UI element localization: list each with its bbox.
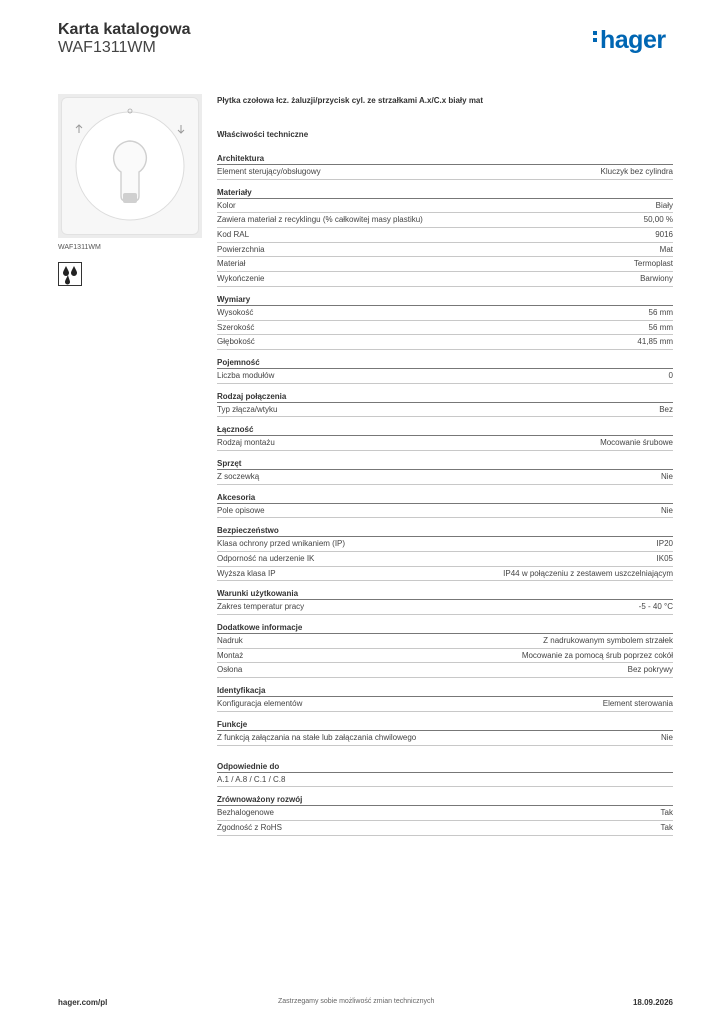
spec-row [217, 403, 673, 418]
spec-label: Montaż [217, 650, 244, 660]
spec-value: Mat [659, 244, 673, 254]
spec-section [217, 459, 673, 485]
spec-value: Kluczyk bez cylindra [600, 167, 673, 176]
spec-label: Odporność na uderzenie IK [217, 554, 315, 563]
spec-row [217, 243, 673, 258]
section-title: Rodzaj połączenia [217, 392, 673, 403]
spec-label: Zgodność z RoHS [217, 822, 282, 832]
spec-value: -5 - 40 °C [638, 602, 673, 612]
spec-value: 41,85 mm [637, 337, 673, 347]
wipe-clean-drops-icon [58, 262, 82, 286]
front-plate [61, 97, 199, 235]
spec-label: Element sterujący/obsługowy [217, 167, 321, 176]
spec-label: Typ złącza/wtyku [217, 404, 278, 414]
spec-row [217, 306, 673, 321]
spec-row [217, 199, 673, 214]
spec-section [217, 623, 673, 678]
spec-row [217, 228, 673, 243]
spec-value: Tak [660, 808, 673, 818]
spec-value: IP44 w połączeniu z zestawem uszczelniającym [503, 568, 673, 578]
spec-section [217, 795, 673, 835]
spec-section [217, 154, 673, 180]
spec-section [217, 589, 673, 615]
spec-sections [217, 154, 673, 836]
spec-row [217, 600, 673, 615]
spec-row [217, 335, 673, 350]
spec-value: 0 [668, 370, 673, 380]
spec-label: Wysokość [217, 307, 254, 317]
spec-value: Barwiony [640, 274, 673, 284]
spec-row [217, 649, 673, 664]
spec-label: Z soczewką [217, 471, 260, 481]
spec-value: Element sterowania [602, 699, 673, 709]
spec-label: A.1 / A.8 / C.1 / C.8 [217, 774, 286, 784]
section-title: Łączność [217, 425, 673, 436]
footer-date: 18.09.2026 [632, 998, 673, 1007]
spec-label: Zawiera materiał z recyklingu (% całkowitej masy plastiku) [217, 215, 423, 225]
spec-label: Liczba modułów [217, 370, 275, 380]
footer-disclaimer: Zastrzegamy sobie możliwość zmian technicznych [278, 998, 435, 1005]
spec-row [217, 257, 673, 272]
product-code: WAF1311WM [58, 39, 156, 56]
spec-row [217, 773, 673, 788]
spec-label: Głębokość [217, 337, 255, 347]
section-title: Warunki użytkowania [217, 589, 673, 600]
section-title: Sprzęt [217, 459, 673, 470]
spec-value: Bez pokrywy [627, 665, 673, 675]
spec-label: Pole opisowe [217, 505, 265, 515]
specification-panel [217, 96, 673, 844]
spec-section [217, 425, 673, 451]
logo-colon-icon [593, 31, 598, 45]
spec-value: Nie [660, 505, 673, 515]
spec-row [217, 369, 673, 384]
spec-section [217, 493, 673, 519]
properties-heading: Właściwości techniczne [217, 130, 309, 139]
spec-label: Kolor [217, 200, 236, 210]
footer-website: hager.com/pl [58, 998, 108, 1007]
spec-value: IK05 [656, 554, 673, 563]
spec-row [217, 213, 673, 228]
section-title: Odpowiednie do [217, 762, 673, 773]
spec-value: Bez [659, 404, 673, 414]
section-title: Materiały [217, 188, 673, 199]
section-title: Funkcje [217, 720, 673, 731]
spec-value: Mocowanie śrubowe [600, 438, 673, 448]
spec-label: Powierzchnia [217, 244, 265, 254]
spec-value: 56 mm [648, 307, 673, 317]
spec-value: Mocowanie za pomocą śrub poprzez cokół [521, 650, 673, 660]
key-switch-plate-drawing [61, 97, 199, 235]
spec-section [217, 762, 673, 788]
spec-row [217, 272, 673, 287]
section-title: Dodatkowe informacje [217, 623, 673, 634]
spec-value: 56 mm [648, 322, 673, 332]
spec-section [217, 720, 673, 746]
spec-row [217, 470, 673, 485]
spec-label: Rodzaj montażu [217, 438, 275, 448]
spec-value: Biały [655, 200, 673, 210]
spec-label: Wykończenie [217, 274, 265, 284]
spec-value: Nie [660, 732, 673, 742]
spec-row [217, 165, 673, 180]
hager-logo [593, 26, 666, 55]
spec-row [217, 663, 673, 678]
spec-row [217, 504, 673, 519]
spec-label: Z funkcją załączania na stałe lub załączania chwilowego [217, 732, 417, 742]
spec-label: Klasa ochrony przed wnikaniem (IP) [217, 539, 346, 549]
logo-text: hager [600, 26, 666, 54]
spec-section [217, 295, 673, 350]
section-title: Identyfikacja [217, 686, 673, 697]
document-title: Karta katalogowa [58, 21, 191, 38]
spec-label: Kod RAL [217, 230, 250, 240]
spec-value: Nie [660, 471, 673, 481]
spec-value: Termoplast [633, 259, 673, 269]
spec-row [217, 731, 673, 746]
product-description: Płytka czołowa łcz. żaluzji/przycisk cyl. ze strzałkami A.x/C.x biały mat [217, 96, 484, 105]
spec-value: 50,00 % [643, 215, 673, 225]
spec-row [217, 321, 673, 336]
spec-row [217, 821, 673, 836]
spec-value: IP20 [656, 539, 673, 549]
section-title: Pojemność [217, 358, 673, 369]
spec-section [217, 686, 673, 712]
spec-row [217, 806, 673, 821]
spec-section [217, 526, 673, 581]
spec-row [217, 552, 673, 567]
spec-label: Bezhalogenowe [217, 808, 274, 818]
spec-section [217, 392, 673, 418]
spec-label: Nadruk [217, 636, 243, 646]
spec-label: Konfiguracja elementów [217, 699, 303, 709]
spec-row [217, 634, 673, 649]
spec-label: Materiał [217, 259, 246, 269]
spec-label: Osłona [217, 665, 243, 675]
section-title: Akcesoria [217, 493, 673, 504]
product-image [58, 94, 202, 238]
spec-value: Z nadrukowanym symbolem strzałek [543, 636, 673, 646]
section-title: Wymiary [217, 295, 673, 306]
spec-row [217, 697, 673, 712]
spec-label: Wyższa klasa IP [217, 568, 276, 578]
spec-value: Tak [660, 822, 673, 832]
spec-section [217, 358, 673, 384]
spec-value: 9016 [655, 230, 673, 240]
spec-row [217, 567, 673, 582]
spec-section [217, 188, 673, 287]
spec-label: Zakres temperatur pracy [217, 602, 305, 612]
section-title: Bezpieczeństwo [217, 526, 673, 537]
spec-label: Szerokość [217, 322, 255, 332]
section-title: Architektura [217, 154, 673, 165]
spec-row [217, 436, 673, 451]
spec-row [217, 537, 673, 552]
image-caption: WAF1311WM [58, 244, 101, 251]
section-title: Zrównoważony rozwój [217, 795, 673, 806]
